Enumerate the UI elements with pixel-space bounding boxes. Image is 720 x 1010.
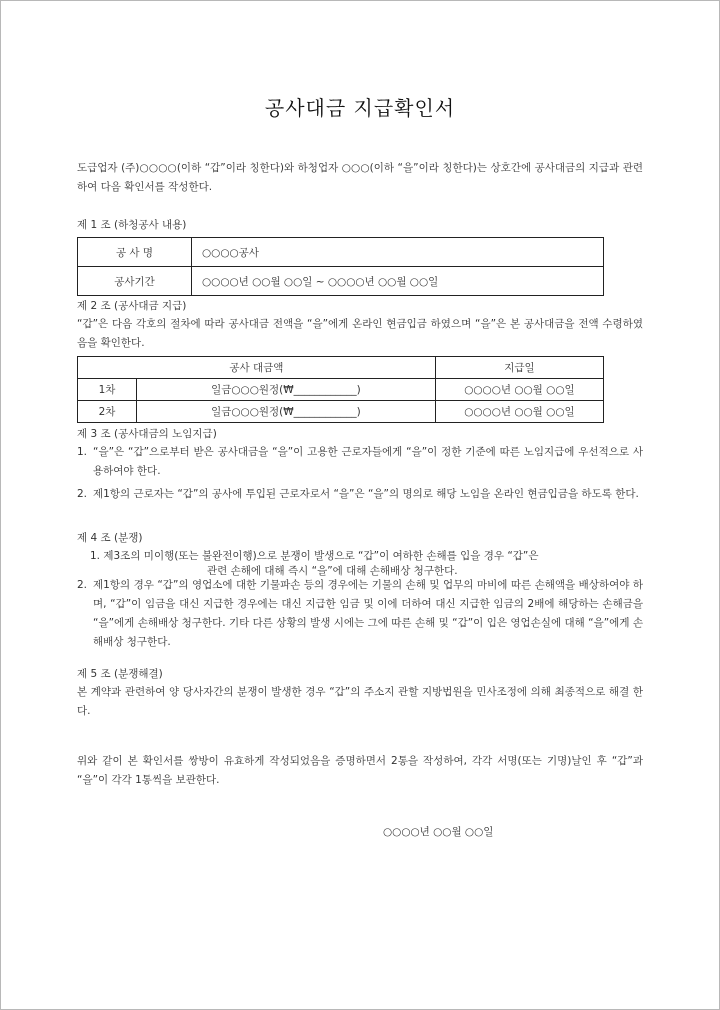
item-text: “을”은 “갑”으로부터 받은 공사대금을 “을”이 고용한 근로자들에게 “을”이 정한 기준에 따른 노임지급에 우선적으로 사용하여야 한다. xyxy=(93,446,643,477)
installment-date: ○○○○년 ○○월 ○○일 xyxy=(435,401,603,423)
project-period-label: 공사기간 xyxy=(78,267,192,296)
article5-text: 본 계약과 관련하여 양 당사자간의 분쟁이 발생한 경우 “갑”의 주소지 관할 지방법원을 민사조정에 의해 최종적으로 해결 한다. xyxy=(77,686,643,717)
item-text: 제1항의 경우 “갑”의 영업소에 대한 기물파손 등의 경우에는 기물의 손해 및 업무의 마비에 따른 손해액을 배상하여야 하며, “갑”이 임금을 대신 지급한 경우에는 대신 지급한 임금 및 이에 더하여 대신 지급한 임금의 2배에 해당하는 손해금을 “을”에게 손해배상 청구한다. 기타 다른 상황의 발생 시에는 그에 따른 손해 및 “갑”이 입은 영업손실에 대해 “을”에게 손해배상 청구한다. xyxy=(93,579,643,648)
article4-heading: 제 4 조 (분쟁) xyxy=(77,532,143,544)
intro-paragraph: 도급업자 (주)○○○○(이하 “갑”이라 칭한다)와 하청업자 ○○○(이하 “을”이라 칭한다)는 상호간에 공사대금의 지급과 관련하여 다음 확인서를 작성한다. xyxy=(77,162,643,193)
table-row xyxy=(78,267,604,296)
article1-heading: 제 1 조 (하청공사 내용) xyxy=(77,219,187,231)
article3-heading: 제 3 조 (공사대금의 노임지급) xyxy=(77,428,217,440)
installment-date: ○○○○년 ○○월 ○○일 xyxy=(435,379,603,401)
signature-date: ○○○○년 ○○월 ○○일 xyxy=(383,826,494,838)
project-name-value: ○○○○공사 xyxy=(192,238,604,267)
installment-no: 2차 xyxy=(78,401,137,423)
list-item xyxy=(77,443,643,481)
item-number: 2. xyxy=(77,579,88,591)
article4-item2 xyxy=(77,576,643,652)
document-title: 공사대금 지급확인서 xyxy=(264,96,456,120)
payment-table xyxy=(77,356,604,423)
item-number: 1. xyxy=(77,446,88,458)
article4-item1-line1: 1. 제3조의 미이행(또는 불완전이행)으로 분쟁이 발생으로 “갑”이 여하한 손해를 입을 경우 “갑”은 xyxy=(90,550,539,562)
article4-item1-line2: 관련 손해에 대해 즉시 “을”에 대해 손해배상 청구한다. xyxy=(207,565,458,577)
article5-heading: 제 5 조 (분쟁해결) xyxy=(77,668,163,680)
article2-heading: 제 2 조 (공사대금 지급) xyxy=(77,300,187,312)
table-row xyxy=(78,238,604,267)
installment-amount: 일금○○○원정(₩____________) xyxy=(137,401,436,423)
project-period-value: ○○○○년 ○○월 ○○일 ~ ○○○○년 ○○월 ○○일 xyxy=(192,267,604,296)
installment-no: 1차 xyxy=(78,379,137,401)
article3-items xyxy=(77,443,643,504)
item-number: 2. xyxy=(77,488,88,500)
table-row xyxy=(78,401,604,423)
closing-paragraph: 위와 같이 본 확인서를 쌍방이 유효하게 작성되었음을 증명하면서 2통을 작성하여, 각각 서명(또는 기명)날인 후 “갑”과 “을”이 각각 1통씩을 보관한다. xyxy=(77,755,643,786)
table-row xyxy=(78,379,604,401)
project-info-table xyxy=(77,237,604,296)
item-text: 제1항의 근로자는 “갑”의 공사에 투입된 근로자로서 “을”은 “을”의 명의로 해당 노임을 온라인 현금입금을 하도록 한다. xyxy=(93,488,639,500)
table-row xyxy=(78,357,604,379)
amount-header: 공사 대금액 xyxy=(78,357,436,379)
list-item xyxy=(77,485,643,504)
article2-text: “갑”은 다음 각호의 절차에 따라 공사대금 전액을 “을”에게 온라인 현금입금 하였으며 “을”은 본 공사대금을 전액 수령하였음을 확인한다. xyxy=(77,318,643,349)
date-header: 지급일 xyxy=(435,357,603,379)
installment-amount: 일금○○○원정(₩____________) xyxy=(137,379,436,401)
list-item xyxy=(77,576,643,652)
project-name-label: 공 사 명 xyxy=(78,238,192,267)
